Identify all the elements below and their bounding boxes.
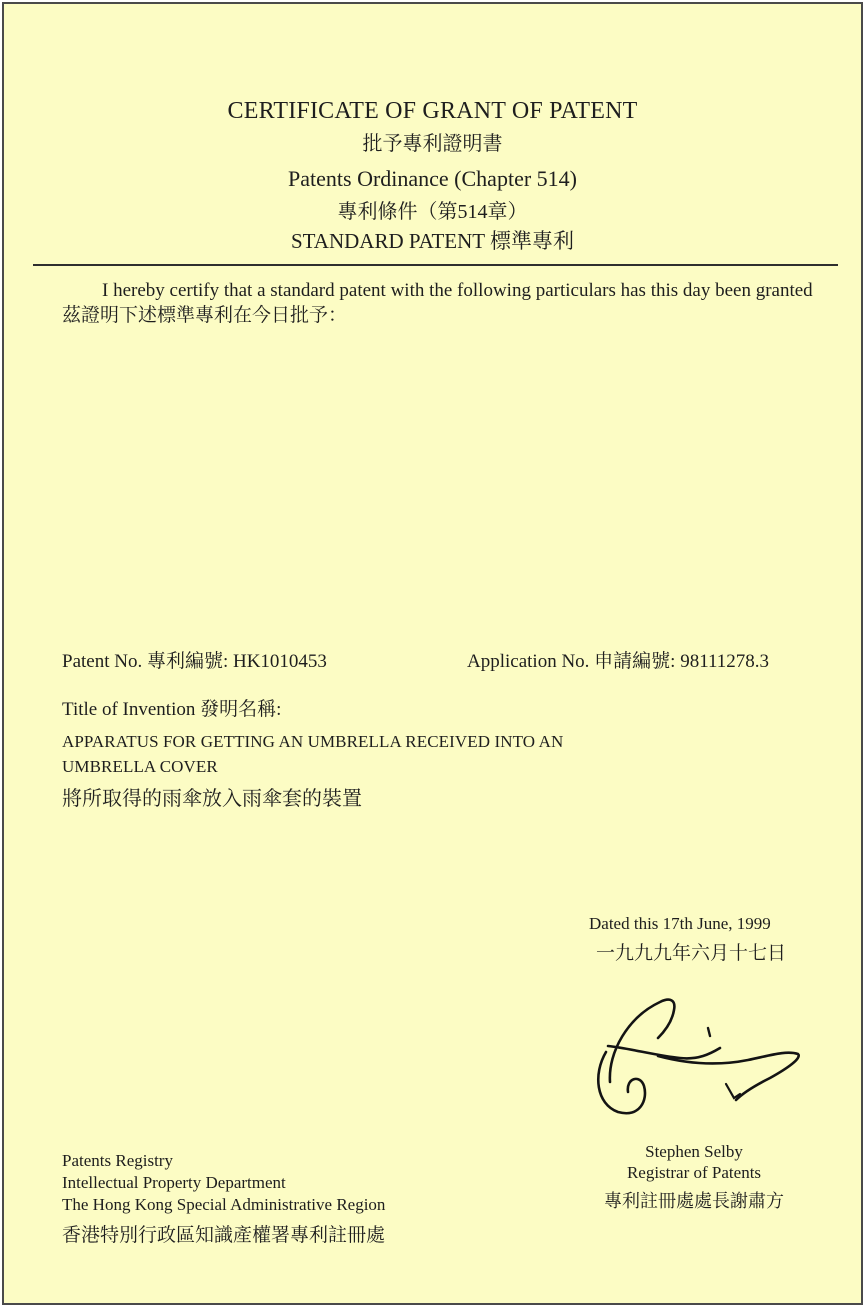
office-line-1: Patents Registry bbox=[62, 1151, 173, 1170]
office-line-2: Intellectual Property Department bbox=[62, 1173, 286, 1192]
invention-title bbox=[62, 729, 563, 779]
certificate-page bbox=[2, 2, 863, 1305]
registrar-title-zh: 專利註冊處處長謝肅方 bbox=[604, 1191, 784, 1211]
office-line-3: The Hong Kong Special Administrative Region bbox=[62, 1195, 386, 1214]
invention-title-zh: 將所取得的雨傘放入雨傘套的裝置 bbox=[62, 788, 362, 810]
invention-title-label: Title of Invention 發明名稱: bbox=[62, 699, 282, 720]
patent-number: Patent No. 專利編號: HK1010453 bbox=[62, 651, 327, 672]
registrar-block bbox=[589, 1141, 799, 1183]
certification-statement: I hereby certify that a standard patent with the following particulars has this day been granted 茲證明下述標準專利在今日批予： bbox=[62, 280, 813, 326]
patent-type: STANDARD PATENT 標準專利 bbox=[290, 229, 575, 253]
certificate-title: CERTIFICATE OF GRANT OF PATENT bbox=[227, 98, 638, 124]
header-divider bbox=[33, 264, 838, 266]
registrar-title: Registrar of Patents bbox=[626, 1163, 762, 1182]
issuing-office bbox=[62, 1150, 385, 1216]
ordinance-zh: 專利條件（第514章） bbox=[337, 201, 528, 223]
certificate-title-zh: 批予專利證明書 bbox=[362, 133, 503, 155]
registrar-name: Stephen Selby bbox=[645, 1142, 743, 1161]
invention-title-line-2: UMBRELLA COVER bbox=[62, 757, 218, 776]
date-text-zh: 一九九九年六月十七日 bbox=[596, 943, 787, 964]
date-text: Dated this 17th June, 1999 bbox=[589, 914, 771, 933]
registrar-signature bbox=[588, 982, 808, 1122]
office-zh: 香港特別行政區知識產權署專利註冊處 bbox=[62, 1225, 386, 1246]
application-number: Application No. 申請編號: 98111278.3 bbox=[467, 651, 770, 672]
invention-title-line-1: APPARATUS FOR GETTING AN UMBRELLA RECEIVED INTO AN bbox=[62, 732, 564, 751]
ordinance: Patents Ordinance (Chapter 514) bbox=[288, 166, 577, 191]
